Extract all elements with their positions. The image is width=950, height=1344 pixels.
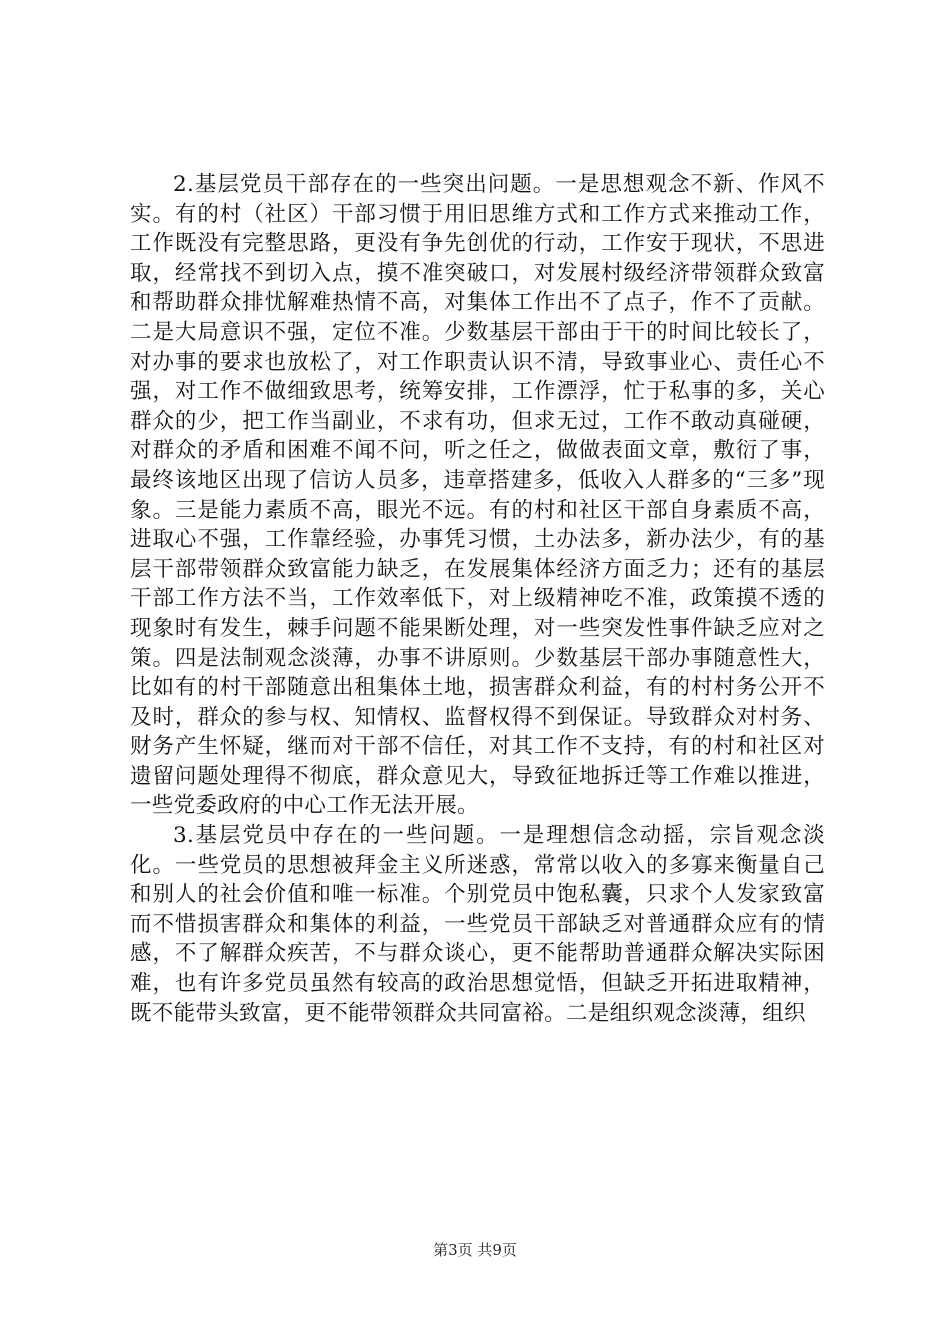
document-body (130, 170, 825, 1028)
page-footer: 第3页 共9页 (433, 1241, 517, 1259)
paragraph-section-3: 3.基层党员中存在的一些问题。一是理想信念动摇，宗旨观念淡化。一些党员的思想被拜金主义所迷惑，常常以收入的多寡来衡量自己和别人的社会价值和唯一标准。个别党员中饱私囊，只求个人发家致富而不惜损害群众和集体的利益，一些党员干部缺乏对普通群众应有的情感，不了解群众疾苦，不与群众谈心，更不能帮助普通群众解决实际困难，也有许多党员虽然有较高的政治思想觉悟，但缺乏开拓进取精神，既不能带头致富，更不能带领群众共同富裕。二是组织观念淡薄，组织 (130, 823, 825, 1026)
paragraph-section-2: 2.基层党员干部存在的一些突出问题。一是思想观念不新、作风不实。有的村（社区）干部习惯于用旧思维方式和工作方式来推动工作，工作既没有完整思路，更没有争先创优的行动，工作安于现状，不思进取，经常找不到切入点，摸不准突破口，对发展村级经济带领群众致富和帮助群众排忧解难热情不高，对集体工作出不了点子，作不了贡献。二是大局意识不强，定位不准。少数基层干部由于干的时间比较长了，对办事的要求也放松了，对工作职责认识不清，导致事业心、责任心不强，对工作不做细致思考，统筹安排，工作漂浮，忙于私事的多，关心群众的少，把工作当副业，不求有功，但求无过，工作不敢动真碰硬，对群众的矛盾和困难不闻不问，听之任之，做做表面文章，敷衍了事，最终该地区出现了信访人员多，违章搭建多，低收入人群多的“三多”现象。三是能力素质不高，眼光不远。有的村和社区干部自身素质不高，进取心不强，工作靠经验，办事凭习惯，土办法多，新办法少，有的基层干部带领群众致富能力缺乏，在发展集体经济方面乏力；还有的基层干部工作方法不当，工作效率低下，对上级精神吃不准，政策摸不透的现象时有发生，棘手问题不能果断处理，对一些突发性事件缺乏应对之策。四是法制观念淡薄，办事不讲原则。少数基层干部办事随意性大，比如有的村干部随意出租集体土地，损害群众利益，有的村村务公开不及时，群众的参与权、知情权、监督权得不到保证。导致群众对村务、财务产生怀疑，继而对干部不信任，对其工作不支持，有的村和社区对遗留问题处理得不彻底，群众意见大，导致征地拆迁等工作难以推进，一些党委政府的中心工作无法开展。 (130, 172, 825, 819)
